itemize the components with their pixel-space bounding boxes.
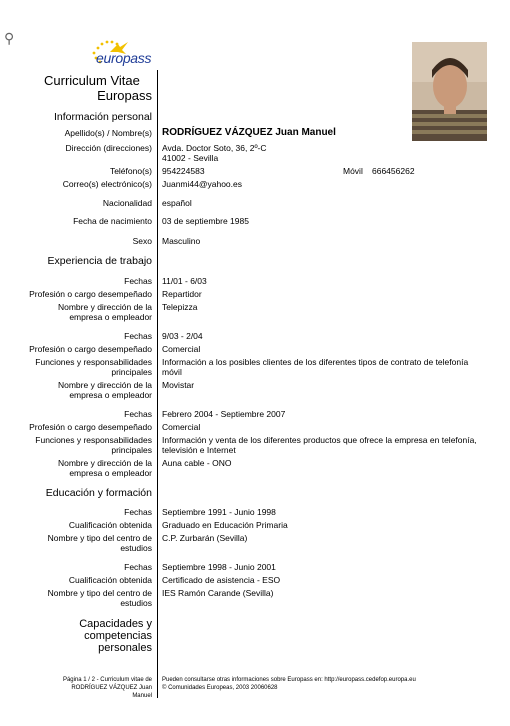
sex-value: Masculino — [162, 236, 201, 246]
section-skills-line2: competencias — [84, 630, 152, 642]
job-employer-label-2: empresa o empleador — [69, 390, 152, 400]
job-employer-label: Nombre y dirección de la — [57, 302, 152, 312]
email-value: Juanmi44@yahoo.es — [162, 179, 242, 189]
job-duties-label: Funciones y responsabilidades — [35, 435, 152, 445]
job-position-label: Profesión o cargo desempeñado — [29, 289, 152, 299]
sex-label: Sexo — [132, 236, 152, 246]
divider-line — [157, 70, 158, 698]
job-dates-label: Fechas — [124, 331, 152, 341]
edu-qualification-label: Cualificación obtenida — [68, 520, 152, 530]
job-employer: Telepizza — [162, 302, 198, 312]
job-employer-label-2: empresa o empleador — [69, 468, 152, 478]
nationality-label: Nacionalidad — [102, 198, 152, 208]
job-dates-label: Fechas — [124, 409, 152, 419]
edu-dates-label: Fechas — [124, 507, 152, 517]
job-dates: 11/01 - 6/03 — [162, 276, 207, 286]
footer-notice — [162, 676, 492, 692]
job-employer-label-2: empresa o empleador — [69, 312, 152, 322]
nationality-value: español — [162, 198, 192, 208]
job-position: Comercial — [162, 344, 201, 354]
job-duties: Información a los posibles clientes de los diferentes tipos de contrato de telefonía — [162, 357, 469, 367]
edu-center-label: Nombre y tipo del centro de — [47, 533, 152, 543]
job-position: Repartidor — [162, 289, 202, 299]
email-label: Correo(s) electrónico(s) — [62, 179, 152, 189]
phone-value: 954224583 — [162, 166, 205, 176]
job-duties-label: Funciones y responsabilidades — [35, 357, 152, 367]
job-position-label: Profesión o cargo desempeñado — [29, 422, 152, 432]
edu-qualification-label: Cualificación obtenida — [68, 575, 152, 585]
footer-right-line1: Pueden consultarse otras informaciones sobre Europass en: http://europass.cedefop.europa.eu — [162, 677, 416, 683]
footer-page-info — [10, 676, 152, 700]
job-employer: Auna cable - ONO — [162, 458, 232, 468]
job-dates: 9/03 - 2/04 — [162, 331, 203, 341]
edu-center-label: Nombre y tipo del centro de — [47, 588, 152, 598]
europass-logo-text: europass — [96, 50, 152, 66]
birth-label: Fecha de nacimiento — [73, 216, 152, 226]
edu-dates-label: Fechas — [124, 562, 152, 572]
cv-title: Curriculum Vitae — [44, 73, 140, 88]
job-dates-label: Fechas — [124, 276, 152, 286]
edu-dates: Septiembre 1998 - Junio 2001 — [162, 562, 276, 572]
job-employer-label: Nombre y dirección de la — [57, 458, 152, 468]
job-duties-2: televisión e Internet — [162, 445, 236, 455]
edu-qualification: Certificado de asistencia - ESO — [162, 575, 281, 585]
mobile-value: 666456262 — [372, 166, 415, 176]
job-dates: Febrero 2004 - Septiembre 2007 — [162, 409, 286, 419]
edu-qualification: Graduado en Educación Primaria — [162, 520, 288, 530]
name-label: Apellido(s) / Nombre(s) — [64, 128, 152, 138]
edu-center: C.P. Zurbarán (Sevilla) — [162, 533, 248, 543]
job-duties: Información y venta de los diferentes productos que ofrece la empresa en telefonía, — [162, 435, 477, 445]
edu-dates: Septiembre 1991 - Junio 1998 — [162, 507, 276, 517]
job-duties-2: móvil — [162, 367, 182, 377]
address-line2: 41002 - Sevilla — [162, 153, 219, 163]
profile-photo — [412, 42, 487, 141]
job-duties-label-2: principales — [111, 445, 152, 455]
section-education: Educación y formación — [45, 487, 152, 499]
cv-subtitle: Europass — [97, 88, 152, 103]
footer-left-line1: Página 1 / 2 - Curriculum vitae de — [62, 677, 152, 683]
job-duties-label-2: principales — [111, 367, 152, 377]
mobile-label: Móvil — [343, 166, 363, 176]
edu-center: IES Ramón Carande (Sevilla) — [162, 588, 274, 598]
edu-center-label-2: estudios — [120, 598, 152, 608]
section-skills-line1: Capacidades y — [79, 618, 152, 630]
edu-center-label-2: estudios — [120, 543, 152, 553]
job-position: Comercial — [162, 422, 201, 432]
pin-icon: ⚲ — [4, 30, 15, 46]
footer-left-line3: Manuel — [132, 693, 152, 699]
job-position-label: Profesión o cargo desempeñado — [29, 344, 152, 354]
section-skills-line3: personales — [98, 642, 152, 654]
job-employer-label: Nombre y dirección de la — [57, 380, 152, 390]
birth-value: 03 de septiembre 1985 — [162, 216, 249, 226]
full-name: RODRÍGUEZ VÁZQUEZ Juan Manuel — [162, 127, 336, 138]
address-label: Dirección (direcciones) — [65, 143, 152, 153]
address-line1: Avda. Doctor Soto, 36, 2º-C — [162, 143, 267, 153]
section-experience: Experiencia de trabajo — [47, 255, 152, 267]
job-employer: Movistar — [162, 380, 195, 390]
phone-label: Teléfono(s) — [109, 166, 152, 176]
section-personal: Información personal — [53, 111, 152, 123]
footer-left-line2: RODRÍGUEZ VÁZQUEZ Juan — [71, 685, 152, 691]
footer-right-line2: © Comunidades Europeas, 2003 20060628 — [162, 685, 278, 691]
